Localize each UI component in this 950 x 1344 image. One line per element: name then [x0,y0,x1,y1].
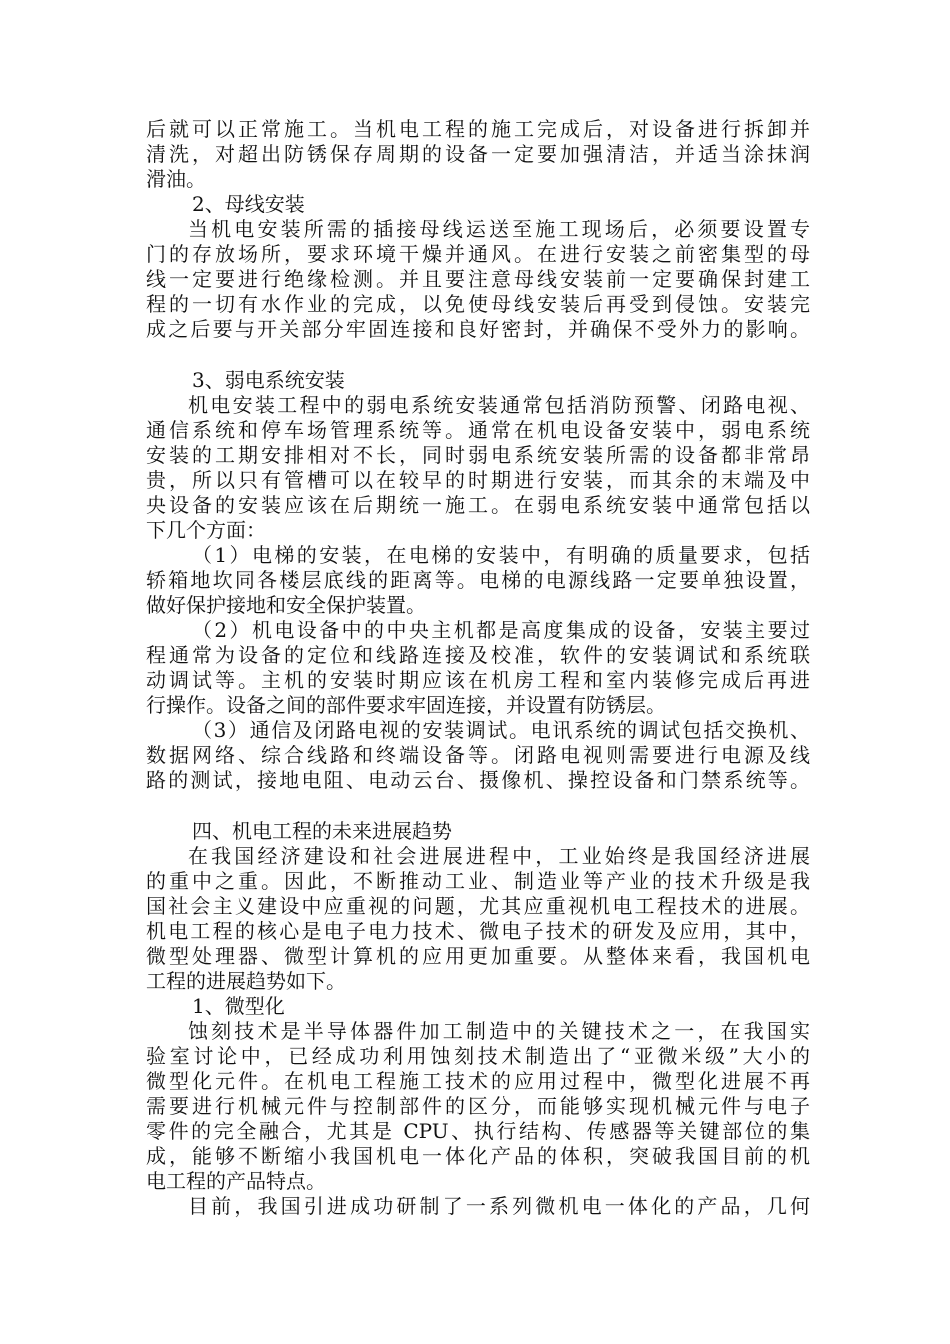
text-line: 零件的完全融合，尤其是 CPU、执行结构、传感器等关键部位的集 [146,1119,810,1143]
text-line: 微型处理器、微型计算机的应用更加重要。从整体来看，我国机电 [146,944,810,968]
text-line: 数据网络、综合线路和终端设备等。闭路电视则需要进行电源及线 [146,743,810,767]
text-line: 电工程的产品特点。 [146,1169,326,1193]
text-line: 当机电安装所需的插接母线运送至施工现场后，必须要设置专 [188,217,810,241]
paragraph-gap [146,793,810,819]
text-line: 做好保护接地和安全保护装置。 [146,593,426,617]
text-line: 国社会主义建设中应重视的问题，尤其应重视机电工程技术的进展。 [146,894,810,918]
text-line: 蚀刻技术是半导体器件加工制造中的关键技术之一，在我国实 [188,1019,810,1043]
text-line: 路的测试，接地电阻、电动云台、摄像机、操控设备和门禁系统等。 [146,768,810,792]
text-line: 验室讨论中，已经成功利用蚀刻技术制造出了“亚微米级”大小的 [146,1044,810,1068]
text-line: 的重中之重。因此，不断推动工业、制造业等产业的技术升级是我 [146,869,810,893]
text-line: 下几个方面： [146,518,266,542]
text-line: 清洗，对超出防锈保存周期的设备一定要加强清洁，并适当涂抹润 [146,142,810,166]
text-line: 成，能够不断缩小我国机电一体化产品的体积，突破我国目前的机 [146,1144,810,1168]
text-line: 机电安装工程中的弱电系统安装通常包括消防预警、闭路电视、 [188,393,810,417]
text-line: 轿箱地坎同各楼层底线的距离等。电梯的电源线路一定要单独设置， [146,568,810,592]
text-line: 滑油。 [146,167,206,191]
text-line: 机电工程的核心是电子电力技术、微电子技术的研发及应用，其中， [146,919,810,943]
text-line: 通信系统和停车场管理系统等。通常在机电设备安装中，弱电系统 [146,418,810,442]
text-line: 后就可以正常施工。当机电工程的施工完成后，对设备进行拆卸并 [146,117,810,141]
text-line: 门的存放场所，要求环境干燥并通风。在进行安装之前密集型的母 [146,242,810,266]
document-page [146,117,810,1219]
section-heading: 3、弱电系统安装 [192,368,345,392]
text-line: 目前，我国引进成功研制了一系列微机电一体化的产品，几何 [188,1194,810,1218]
text-line: 需要进行机械元件与控制部件的区分，而能够实现机械元件与电子 [146,1094,810,1118]
text-line: 工程的进展趋势如下。 [146,969,346,993]
text-line: （2）机电设备中的中央主机都是高度集成的设备，安装主要过 [192,618,810,642]
text-line: 微型化元件。在机电工程施工技术的应用过程中，微型化进展不再 [146,1069,810,1093]
text-line: 在我国经济建设和社会进展进程中，工业始终是我国经济进展 [188,844,810,868]
text-line: 央设备的安装应该在后期统一施工。在弱电系统安装中通常包括以 [146,493,810,517]
text-line: 动调试等。主机的安装时期应该在机房工程和室内装修完成后再进 [146,668,810,692]
text-line: 程的一切有水作业的完成，以免使母线安装后再受到侵蚀。安装完 [146,292,810,316]
text-line: 行操作。设备之间的部件要求牢固连接，并设置有防锈层。 [146,693,666,717]
text-line: 安装的工期安排相对不长，同时弱电系统安装所需的设备都非常昂 [146,443,810,467]
text-line: 成之后要与开关部分牢固连接和良好密封，并确保不受外力的影响。 [146,317,810,341]
text-line: （3）通信及闭路电视的安装调试。电讯系统的调试包括交换机、 [192,718,810,742]
section-heading: 2、母线安装 [192,192,305,216]
text-line: 贵，所以只有管槽可以在较早的时期进行安装，而其余的末端及中 [146,468,810,492]
text-line: 线一定要进行绝缘检测。并且要注意母线安装前一定要确保封建工 [146,267,810,291]
paragraph-gap [146,342,810,368]
section-heading: 四、机电工程的未来进展趋势 [192,819,452,843]
text-line: （1）电梯的安装，在电梯的安装中，有明确的质量要求，包括 [192,543,810,567]
section-heading: 1、微型化 [192,994,285,1018]
text-line: 程通常为设备的定位和线路连接及校准，软件的安装调试和系统联 [146,643,810,667]
